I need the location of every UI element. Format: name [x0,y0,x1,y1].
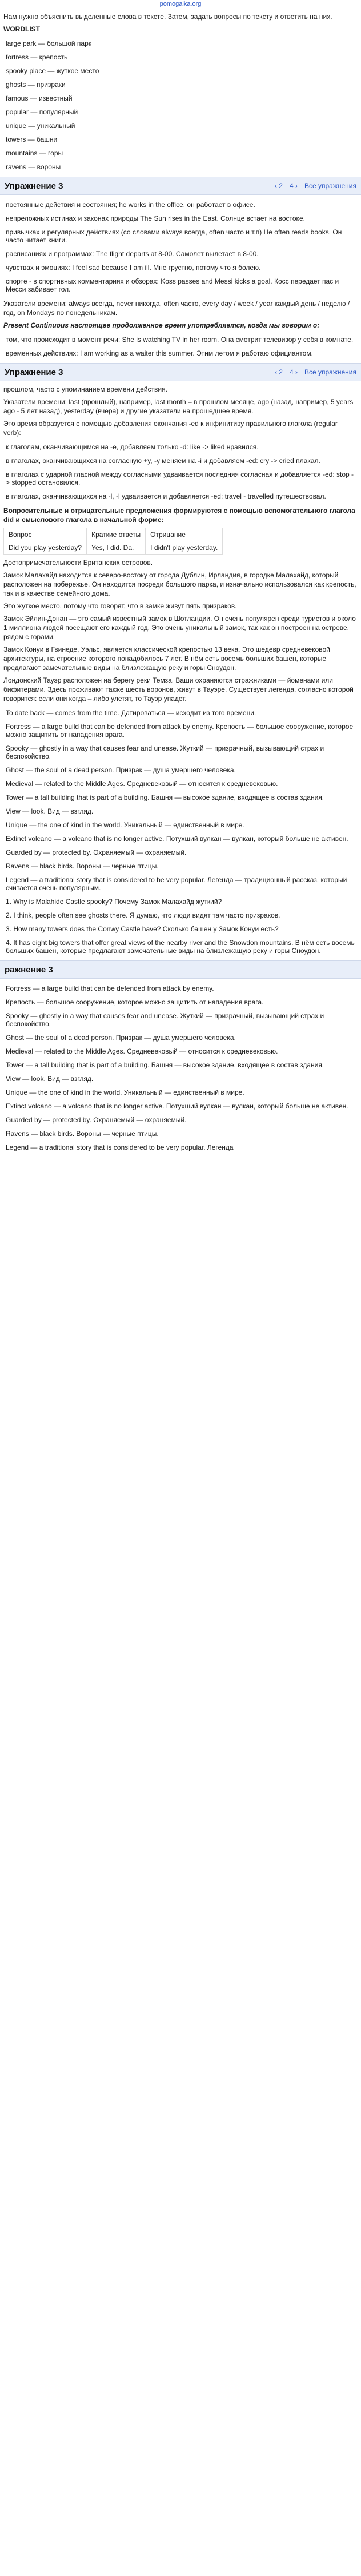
intro-text: Нам нужно объяснить выделенные слова в тексте. Затем, задать вопросы по тексту и ответить на них. [3,13,332,21]
rule-item: чувствах и эмоциях: I feel sad because I am ill. Мне грустно, потому что я болею. [6,264,261,272]
wordlist-item: ghosts — призраки [6,81,66,89]
past-text: прошлом, часто с упоминанием времени действия. [3,385,167,393]
glossary-item: Unique — the one of kind in the world. Уникальный — единственный в мире. [6,1088,244,1096]
question-item: 4. It has eight big towers that offer great views of the nearby river and the Snowdon mountains. В нём есть восемь больших башен, которые предлагают замечательные виды на близлежащую реку и горы Сноудон. [6,939,355,955]
prev-exercise-link[interactable]: ‹ 2 [274,368,283,376]
story-paragraph: Замок Конуи в Гвинеде, Уэльс, является классической крепостью 13 века. Это шедевр средневековой архитектуры, на строение которого понадобилось 7 лет. В нём есть восемь больших башен, которые предлагают замечательные виды на близлежащую реку и горы Сноудон. [3,645,330,672]
table-header: Отрицание [146,528,223,541]
glossary-item: Крепость — большое сооружение, которое можно защитить от нападения врага. [6,998,264,1006]
glossary-item: Ghost — the soul of a dead person. Призрак — душа умершего человека. [6,1034,236,1042]
glossary-item: View — look. Вид — взгляд. [6,1075,94,1083]
table-header: Краткие ответы [87,528,146,541]
glossary-item: Ghost — the soul of a dead person. Призрак — душа умершего человека. [6,766,236,774]
exercise-title: ражнение 3 [5,964,53,975]
wordlist-title: WORDLIST [3,25,40,33]
glossary-item: Ravens — black birds. Вороны — черные птицы. [6,1130,159,1138]
rule-item: непреложных истинах и законах природы The Sun rises in the East. Солнце встает на востоке. [6,214,305,222]
past-text: Это время образуется с помощью добавления окончания -ed к инфинитиву правильного глагола (regular verb): [3,420,338,437]
glossary-item: Guarded by — protected by. Охраняемый — охраняемый. [6,1116,187,1124]
wordlist-item: unique — уникальный [6,122,75,130]
text-title: Достопримечательности Британских островов. [3,559,153,567]
exercise-title: Упражнение 3 [5,367,63,377]
exercise-nav [275,182,356,190]
next-exercise-link[interactable]: 4 › [289,368,298,376]
wordlist-item: towers — башни [6,135,58,143]
glossary-item: Medieval — related to the Middle Ages. Средневековый — относится к средневековью. [6,1047,278,1055]
question-rule: Вопросительные и отрицательные предложения формируются с помощью вспомогательного глагола did и смыслового глагола в начальной форме: [3,507,355,524]
exercise-title: Упражнение 3 [5,181,63,191]
watermark-top: pomogalka.org [159,1,202,7]
time-words: Указатели времени: always всегда, never никогда, often часто, every day / week / year каждый день / неделю / год, on Mondays по понедельникам. [3,300,350,317]
exercise-bar [0,960,361,979]
rule-item: к глаголам, оканчивающимся на -е, добавляем только -d: like -> liked нравился. [6,443,259,451]
rule-item: расписаниях и программах: The flight departs at 8-00. Самолет вылетает в 8-00. [6,250,259,258]
rule-item: постоянные действия и состояния; he works in the office. он работает в офисе. [6,201,255,209]
rule-item: том, что происходит в момент речи: She is watching TV in her room. Она смотрит телевизор у себя в комнате. [6,336,354,344]
wordlist-item: spooky place — жуткое место [6,67,99,75]
glossary-item: Ravens — black birds. Вороны — черные птицы. [6,862,159,870]
story-paragraph: Замок Эйлин-Донан — это самый известный замок в Шотландии. Он очень популярен среди туристов и около 1 миллиона людей посещают его каждый год. Это очень уникальный замок, так как он построен на острове, рядом с горами. [3,615,356,641]
story-paragraph: Лондонский Тауэр расположен на берегу реки Темза. Ваши охраняются стражниками — йоменами или бифитерами. Здесь проживают также шесть воронов, живут в Тауэре. Существует легенда, согласно которой говорится: если они когда – либо улетят, то Тауэр упадет. [3,676,354,703]
table-header-row [4,528,223,541]
glossary-item: Guarded by — protected by. Охраняемый — охраняемый. [6,848,187,856]
wordlist-item: large park — большой парк [6,39,91,47]
all-exercises-link[interactable]: Все упражнения [304,182,356,190]
table-cell: Did you play yesterday? [4,541,87,555]
wordlist-item: popular — популярный [6,108,78,116]
rule-item: в глаголах с ударной гласной между согласными удваивается последняя согласная и добавляется -ed: stop -> stopped остановился. [6,470,354,487]
grammar-past [0,385,361,955]
prev-exercise-link[interactable]: ‹ 2 [274,182,283,190]
grammar-present [0,201,361,357]
question-item: 2. I think, people often see ghosts there. Я думаю, что люди видят там часто призраков. [6,911,280,919]
glossary-item: Spooky — ghostly in a way that causes fear and unease. Жуткий — призрачный, вызывающий страх и беспокойство. [6,744,324,760]
table-header: Вопрос [4,528,87,541]
glossary-repeat [0,984,361,1151]
wordlist [3,39,356,171]
glossary-item: Legend — a traditional story that is considered to be very popular. Легенда — традиционный рассказ, который считается очень популярным. [6,876,347,892]
table-cell: Yes, I did. Da. [87,541,146,555]
story-paragraph: Замок Малахайд находится к северо-востоку от города Дублин, Ирландия, в городке Малахайд, который расположен на побережье. Он находится посреди большого парка, и изначально использовался как крепость, так и в качестве семейного дома. [3,571,356,597]
continuous-title: Present Continuous настоящее продолженное время употребляется, когда мы говорим о: [3,321,320,329]
wordlist-item: fortress — крепость [6,53,68,61]
glossary-item: Extinct volcano — a volcano that is no longer active. Потухший вулкан — вулкан, который больше не активен. [6,1102,348,1110]
glossary-item: Tower — a tall building that is part of a building. Башня — высокое здание, входящее в состав здания. [6,1061,324,1069]
glossary-item: Legend — a traditional story that is considered to be very popular. Легенда [6,1143,234,1151]
intro-section [0,12,361,171]
all-exercises-link[interactable]: Все упражнения [304,368,356,376]
glossary-item: Fortress — a large build that can be defended from attack by enemy. Крепость — большое сооружение, которое можно защитить от нападения врага. [6,723,354,739]
glossary-item: Extinct volcano — a volcano that is no longer active. Потухший вулкан — вулкан, который больше не активен. [6,835,348,843]
story-paragraph: Это жуткое место, потому что говорят, что в замке живут пять призраков. [3,602,237,610]
next-exercise-link[interactable]: 4 › [289,182,298,190]
glossary-item: Unique — the one of kind in the world. Уникальный — единственный в мире. [6,821,244,829]
rule-item: привычках и регулярных действиях (со словами always всегда, often часто и т.п) He often reads books. Он часто читает книги. [6,228,342,244]
question-item: 1. Why is Malahide Castle spooky? Почему Замок Малахайд жуткий? [6,898,222,906]
past-text: Указатели времени: last (прошлый), например, last month – в прошлом месяце, ago (назад, например, 5 years ago - 5 лет назад), yesterday (вчера) и другие указатели на прошедшее время. [3,398,354,415]
exercise-bar [0,363,361,381]
wordlist-item: ravens — вороны [6,163,61,171]
rule-item: в глаголах, оканчивающихся на согласную +y, -y меняем на -i и добавляем -ed: cry -> cried плакал. [6,457,320,465]
exercise-bar [0,177,361,195]
exercise-nav [275,368,356,376]
table-cell: I didn't play yesterday. [146,541,223,555]
grammar-table [3,528,223,555]
question-item: 3. How many towers does the Conwy Castle have? Сколько башен у Замок Конуи есть? [6,925,279,933]
glossary-item: Tower — a tall building that is part of a building. Башня — высокое здание, входящее в состав здания. [6,793,324,801]
table-row [4,541,223,555]
glossary-item: Medieval — related to the Middle Ages. Средневековый — относится к средневековью. [6,780,278,788]
rule-item: временных действиях: I am working as a waiter this summer. Этим летом я работаю официантом. [6,349,313,357]
glossary-item: Fortress — a large build that can be defended from attack by enemy. [6,984,214,992]
glossary-item: View — look. Вид — взгляд. [6,807,94,815]
glossary-item: To date back — comes from the time. Датироваться — исходит из того времени. [6,709,256,717]
rule-item: в глаголах, оканчивающихся на -l, -l удваивается и добавляется -ed: travel - travelled путешествовал. [6,492,326,500]
wordlist-item: famous — известный [6,94,73,102]
glossary-item: Spooky — ghostly in a way that causes fear and unease. Жуткий — призрачный, вызывающий страх и беспокойство. [6,1012,324,1028]
rule-item: спорте - в спортивных комментариях и обзорах: Koss passes and Messi kicks a goal. Косс передает пас и Месси забивает гол. [6,277,339,293]
wordlist-item: mountains — горы [6,149,63,157]
